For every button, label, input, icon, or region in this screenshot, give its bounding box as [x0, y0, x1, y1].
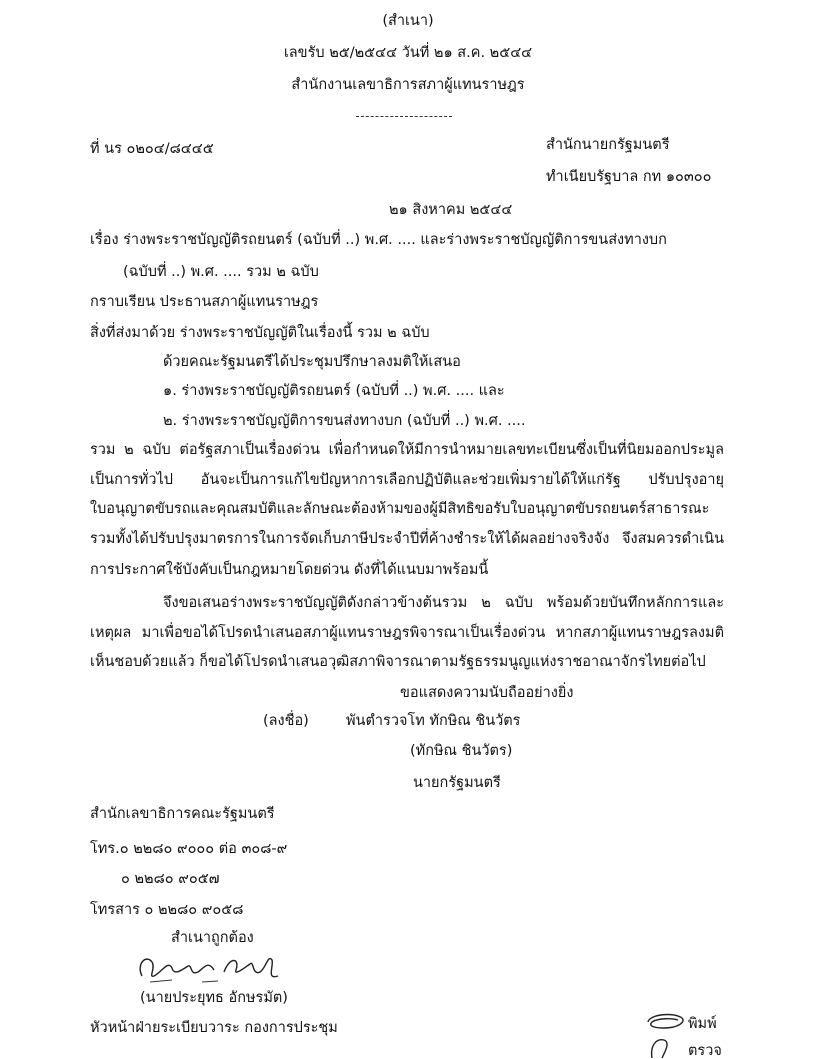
paragraph-2-line-2: เหตุผล มาเพื่อขอได้โปรดนำเสนอสภาผู้แทนราษฎรพิจารณาเป็นเรื่องด่วน หากสภาผู้แทนราษฎรลงมติ: [90, 625, 724, 641]
paragraph-1-line-4: รวมทั้งได้ปรับปรุงมาตรการในการจัดเก็บภาษีประจำปีที่ค้างชำระให้ได้ผลอย่างจริงจัง จึงสมควรดำเนิน: [90, 531, 724, 547]
signatory-name: พันตำรวจโท ทักษิณ ชินวัตร: [346, 713, 521, 729]
certifier-name: (นายประยุทธ อักษรมัต): [140, 990, 288, 1006]
initial-mark-check: [646, 1036, 676, 1058]
contact-office: สำนักเลขาธิการคณะรัฐมนตรี: [90, 806, 275, 822]
subject-line-2: (ฉบับที่ ..) พ.ศ. .... รวม ๒ ฉบับ: [123, 264, 319, 280]
certifier-position: หัวหน้าฝ่ายระเบียบวาระ กองการประชุม: [90, 1020, 338, 1036]
paragraph-2-line-3: เห็นชอบด้วยแล้ว ก็ขอได้โปรดนำเสนอวุฒิสภาพิจารณาตามรัฐธรรมนูญแห่งราชอาณาจักรไทยต่อไป: [90, 654, 706, 670]
body-item-2: ๒. ร่างพระราชบัญญัติการขนส่งทางบก (ฉบับที่ ..) พ.ศ. ....: [163, 413, 526, 429]
signed-label: (ลงชื่อ): [263, 713, 309, 729]
print-mark-label: พิมพ์: [688, 1016, 717, 1032]
paragraph-2-line-1: จึงขอเสนอร่างพระราชบัญญัติดังกล่าวข้างต้นรวม ๒ ฉบับ พร้อมด้วยบันทึกหลักการและ: [163, 595, 724, 611]
check-mark-label: ตรวจ: [688, 1043, 722, 1059]
closing-regards: ขอแสดงความนับถืออย่างยิ่ง: [400, 685, 574, 701]
body-intro: ด้วยคณะรัฐมนตรีได้ประชุมปรึกษาลงมติให้เสนอ: [163, 354, 461, 370]
signatory-position: นายกรัฐมนตรี: [413, 775, 501, 791]
enclosure: สิ่งที่ส่งมาด้วย ร่างพระราชบัญญัติในเรื่องนี้ รวม ๒ ฉบับ: [90, 325, 430, 341]
contact-telephone-2: ๐ ๒๒๘๐ ๙๐๕๗: [121, 871, 220, 887]
reference-number: ที่ นร ๐๒๐๔/๘๔๔๕: [90, 141, 214, 157]
header-separator: [356, 116, 452, 117]
paragraph-1-line-2: เป็นการทั่วไป อันจะเป็นการแก้ไขปัญหาการเลือกปฏิบัติและช่วยเพิ่มรายได้ให้แก่รัฐ ปรับปรุงอายุ: [90, 472, 724, 488]
receipt-line: เลขรับ ๒๕/๒๕๔๔ วันที่ ๒๑ ส.ค. ๒๕๔๔: [283, 45, 533, 61]
copy-label: (สำเนา): [382, 13, 434, 29]
subject-line-1: เรื่อง ร่างพระราชบัญญัติรถยนตร์ (ฉบับที่ ..) พ.ศ. .... และร่างพระราชบัญญัติการขนส่งทางบก: [90, 232, 667, 248]
certified-copy-label: สำเนาถูกต้อง: [171, 930, 254, 946]
body-item-1: ๑. ร่างพระราชบัญญัติรถยนตร์ (ฉบับที่ ..) พ.ศ. .... และ: [163, 383, 505, 399]
signatory-printed-name: (ทักษิณ ชินวัตร): [410, 743, 513, 759]
paragraph-1-line-5: การประกาศใช้บังคับเป็นกฎหมายโดยด่วน ดังที่ได้แนบมาพร้อมนี้: [90, 562, 489, 578]
receiving-office: สำนักงานเลขาธิการสภาผู้แทนราษฎร: [291, 77, 525, 93]
paragraph-1-line-1: รวม ๒ ฉบับ ต่อรัฐสภาเป็นเรื่องด่วน เพื่อกำหนดให้มีการนำหมายเลขทะเบียนซึ่งเป็นที่นิยมออกประมูล: [90, 442, 724, 458]
contact-telephone: โทร.๐ ๒๒๘๐ ๙๐๐๐ ต่อ ๓๐๘-๙: [90, 841, 288, 857]
paragraph-1-line-3: ใบอนุญาตขับรถและคุณสมบัติและลักษณะต้องห้ามของผู้มีสิทธิขอรับใบอนุญาตขับรถยนตร์สาธารณะ: [90, 501, 710, 517]
initial-mark-print: [644, 1010, 686, 1034]
salutation: กราบเรียน ประธานสภาผู้แทนราษฎร: [90, 294, 319, 310]
letter-date: ๒๑ สิงหาคม ๒๕๔๔: [389, 202, 513, 218]
sender-office: สำนักนายกรัฐมนตรี: [546, 137, 670, 153]
sender-address: ทำเนียบรัฐบาล กท ๑๐๓๐๐: [546, 169, 712, 185]
handwritten-signature: [132, 946, 282, 990]
contact-fax: โทรสาร ๐ ๒๒๘๐ ๙๐๕๘: [90, 902, 244, 918]
